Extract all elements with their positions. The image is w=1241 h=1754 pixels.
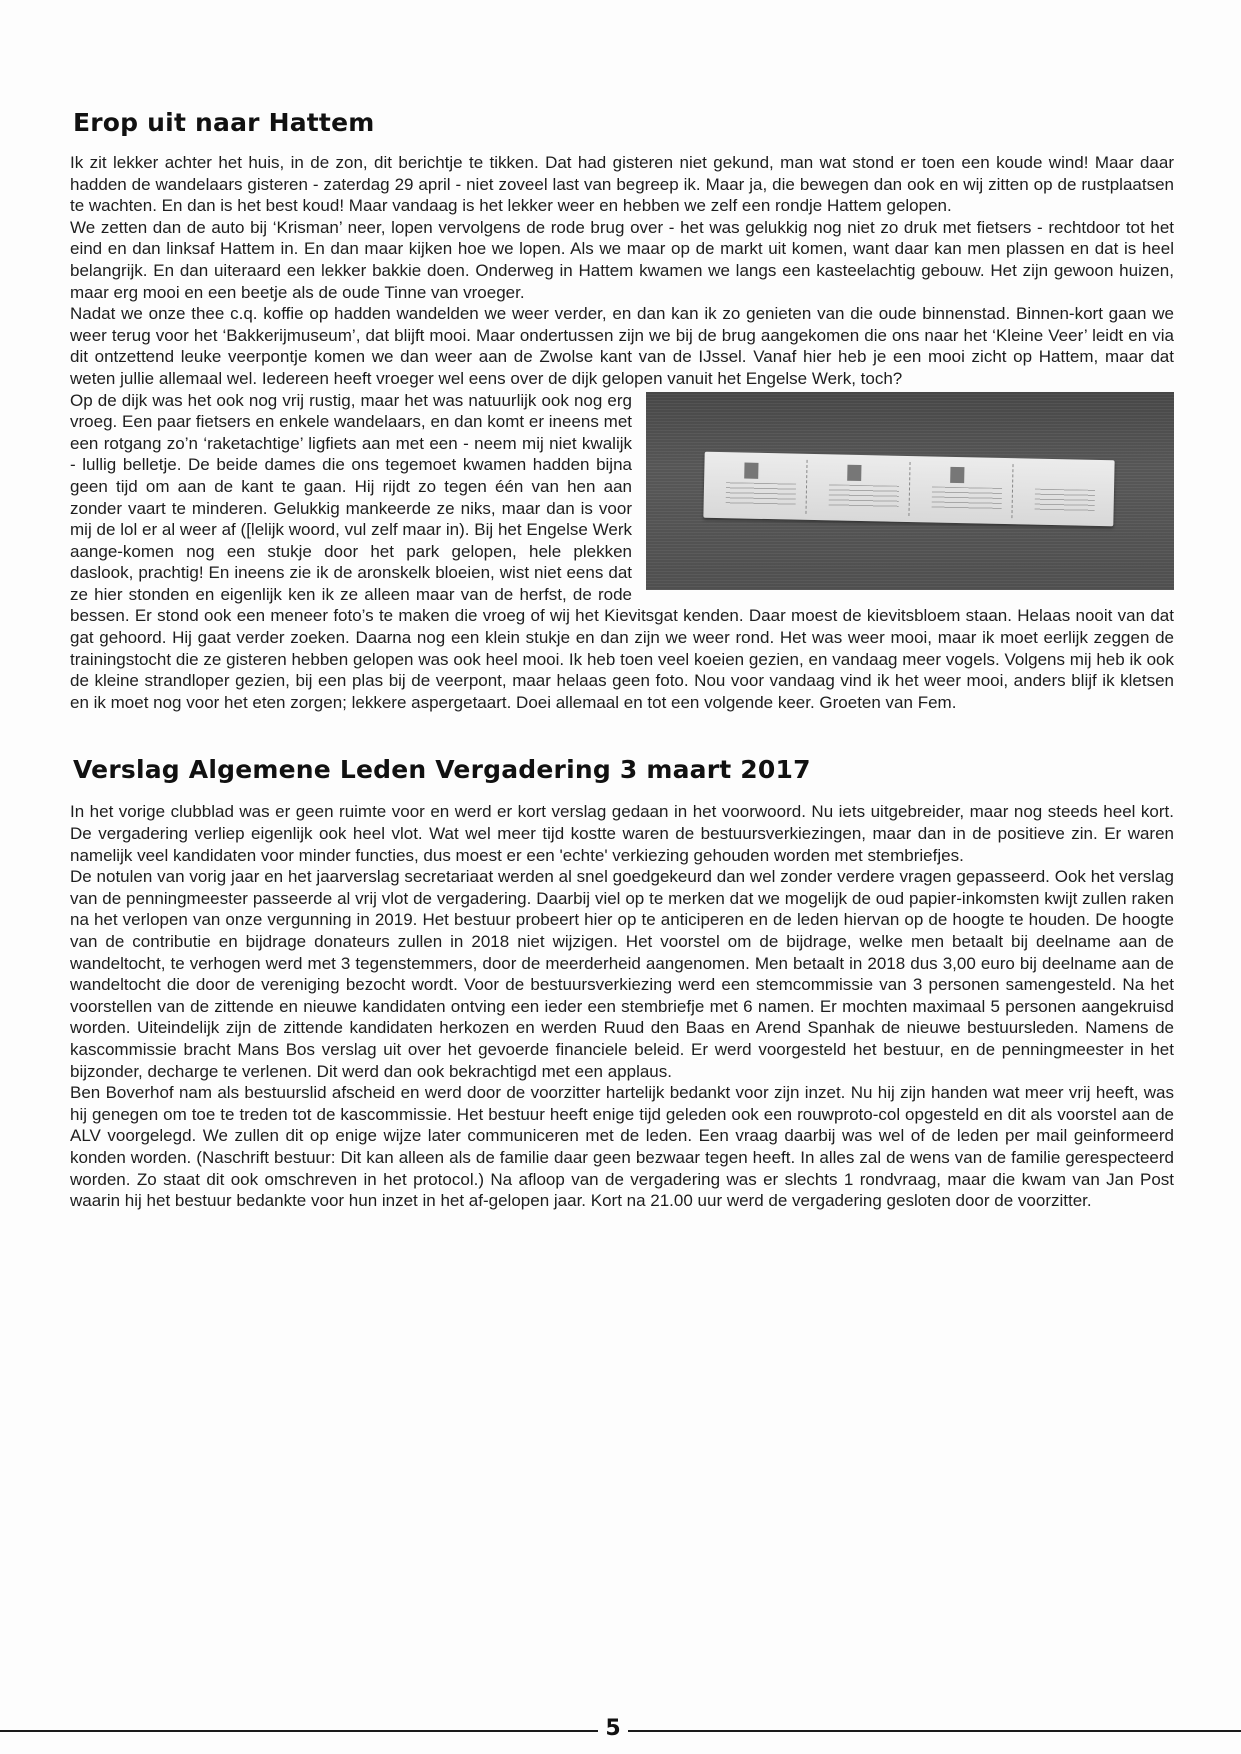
article-alv-paragraph-3: Ben Boverhof nam als bestuurslid afscheid en werd door de voorzitter hartelijk bedankt voor zijn inzet. Nu hij zijn handen wat meer vrij heeft, was hij genegen om toe te treden tot de kascommissie. Het bestuur heeft enige tijd geleden ook een rouwproto-col opgesteld en dit als voorstel aan de ALV voorgelegd. We zullen dit op enige wijze later communiceren met de leden. Een vraag daarbij was wel of de leden per mail geinformeerd konden worden. (Naschrift bestuur: Dit kan alleen als de familie daar geen bezwaar tegen heeft. In alles zal de wens van de familie gerespecteerd worden. Zo staat dit ook omschreven in het protocol.) Na afloop van de vergadering was er slechts 1 rondvraag, maar die kwam van Jan Post waarin hij het bestuur bedankte voor hun inzet in het af-gelopen jaar. Kort na 21.00 uur werd de vergadering gesloten door de voorzitter. — [70, 1083, 1174, 1211]
ticket-logo — [744, 462, 758, 478]
article-hattem-paragraph-2: We zetten dan de auto bij ‘Krisman’ neer, lopen vervolgens de rode brug over - het was gelukkig nog niet zo druk met fietsers - rechtdoor tot het eind en dan linksaf Hattem in. En dan maar kijken hoe we lopen. Als we maar op de markt uit komen, want daar kan men plassen en dat is heel belangrijk. En dan uiteraard een lekker bakkie doen. Onderweg in Hattem kwamen we langs een kasteelachtig gebouw. Het zijn gewoon huizen, maar erg mooi en een beetje als de oude Tinne van vroeger. — [70, 217, 1174, 302]
ferry-ticket-photo — [646, 392, 1174, 590]
ticket-print — [1035, 488, 1095, 511]
article-alv-paragraph-2: De notulen van vorig jaar en het jaarverslag secretariaat werden al snel goedgekeurd dan wel zonder verdere vragen gepasseerd. Ook het verslag van de penningmeester passeerde al vrij vlot de vergadering. Daarbij viel op te merken dat we mogelijk de oud papier-inkomsten kwijt zullen raken na het verlopen van onze vergunning in 2019. Het bestuur probeert hier op te anticiperen en de leden hiervan op de hoogte te houden. De hoogte van de contributie en bijdrage donateurs zullen in 2018 niet wijzigen. Het voorstel om de bijdrage, welke men betaalt bij deelname aan de wandeltocht, te verhogen werd met 3 tegenstemmers, door de meerderheid aangenomen. Men betaalt in 2018 dus 3,00 euro bij deelname aan de wandeltocht die door de vereniging bezocht wordt. Voor de bestuursverkiezing werd een stemcommissie van 3 personen samengesteld. Na het voorstellen van de zittende en nieuwe kandidaten ontving een ieder een stembriefje met 6 namen. Er mochten maximaal 5 personen aangekruisd worden. Uiteindelijk zijn de zittende kandidaten herkozen en werden Ruud den Baas en Arend Spanhak de nieuwe bestuursleden. Namens de kascommissie bracht Mans Bos verslag uit over het gevoerde financiele beleid. Er werd voorgesteld het bestuur, en de penningmeester in het bijzonder, decharge te verlenen. Dit werd dan ook bekrachtigd met een applaus. — [70, 867, 1174, 1081]
article-hattem-paragraph-4: Op de dijk was het ook nog vrij rustig, maar het was natuurlijk ook nog erg vroeg. Een paar fietsers en enkele wandelaars, en dan komt er ineens met een rotgang zo’n ‘raketachtige’ ligfiets aan met een - neem mij niet kwalijk - lullig belletje. De beide dames die ons tegemoet kwamen hadden bijna geen tijd om aan de kant te gaan. Hij rijdt zo tegen één van hen aan zonder vaart te minderen. Gelukkig mankeerde ze niks, maar dan is voor mij de lol er al weer af ([lelijk woord, vul zelf maar in). Bij het Engelse Werk aange-komen nog een stukje door het park gelopen, hele plekken daslook, prachtig! En ineens zie ik de aronskelk bloeien, wist niet eens dat ze hier stonden en eigenlijk ken ik ze alleen maar van de herfst, de rode bessen. Er stond ook een meneer foto’s te maken die vroeg of wij het Kievitsgat kenden. Daar moest de kievitsbloem staan. Helaas nooit van dat gat gehoord. Hij gaat verder zoeken. Daarna nog een klein stukje en dan zijn we weer rond. Het was weer mooi, maar ik moet eerlijk zeggen de trainingstocht die ze gisteren hebben gelopen was ook heel mooi. Ik heb toen veel koeien gezien, en vandaag meer vogels. Volgens mij heb ik ook de kleine strandloper gezien, bij een plas bij de veerpont, maar helaas geen foto. Nou voor vandaag vind ik het weer mooi, anders blijf ik kletsen en ik moet nog voor het eten zorgen; lekkere aspergetaart. Doei allemaal en tot een volgende keer. Groeten van Fem. — [70, 390, 1174, 712]
article-alv-paragraph-1: In het vorige clubblad was er geen ruimte voor en werd er kort verslag gedaan in het voorwoord. Nu iets uitgebreider, maar nog steeds heel kort. De vergadering verliep eigenlijk ook heel vlot. Wat wel meer tijd kostte waren de bestuursverkiezingen, maar dan in de positieve zin. Er waren namelijk veel kandidaten voor minder functies, dus moest er een 'echte' verkiezing gehouden worden met stembriefjes. — [70, 802, 1174, 865]
ticket-logo — [950, 466, 964, 482]
ticket-perforation — [805, 459, 807, 513]
article-hattem-paragraph-3: Nadat we onze thee c.q. koffie op hadden wandelden we weer verder, en dan kan ik zo genieten van die oude binnenstad. Binnen-kort gaan we weer terug voor het ‘Bakkerijmuseum’, dat blijft mooi. Maar ondertussen zijn we bij de brug aangekomen die ons naar het ‘Kleine Veer’ leidt en via dit ontzettend leuke veerpontje komen we dan weer aan de Zwolse kant van de IJssel. Vanaf hier heb je een mooi zicht op Hattem, maar dat weten jullie allemaal wel. Iedereen heeft vroeger wel eens over de dijk gelopen vanuit het Engelse Werk, toch? — [70, 304, 1174, 388]
content — [70, 100, 1174, 1212]
article-title-hattem: Erop uit naar Hattem — [73, 108, 375, 137]
page-footer — [0, 1716, 1241, 1746]
ferry-ticket — [703, 451, 1114, 526]
ticket-perforation — [908, 462, 910, 516]
article-hattem-paragraph-1: Ik zit lekker achter het huis, in de zon, dit berichtje te tikken. Dat had gisteren niet gekund, man wat stond er toen een koude wind! Maar daar hadden de wandelaars gisteren - zaterdag 29 april - niet zoveel last van begreep ik. Maar ja, die bewegen dan ook en wij zitten op de rustplaatsen te wachten. En dan is het best koud! Maar vandaag is het lekker weer en hebben we zelf een rondje Hattem gelopen. — [70, 153, 1174, 216]
page-number: 5 — [605, 1716, 621, 1741]
ticket-logo — [847, 464, 861, 480]
ticket-print — [726, 482, 796, 505]
article-title-alv: Verslag Algemene Leden Vergadering 3 maart 2017 — [73, 755, 811, 785]
footer-rule-right — [628, 1730, 1241, 1732]
ticket-print — [829, 484, 899, 507]
ticket-print — [932, 486, 1002, 509]
footer-rule-left — [0, 1730, 598, 1732]
ticket-perforation — [1011, 464, 1013, 518]
